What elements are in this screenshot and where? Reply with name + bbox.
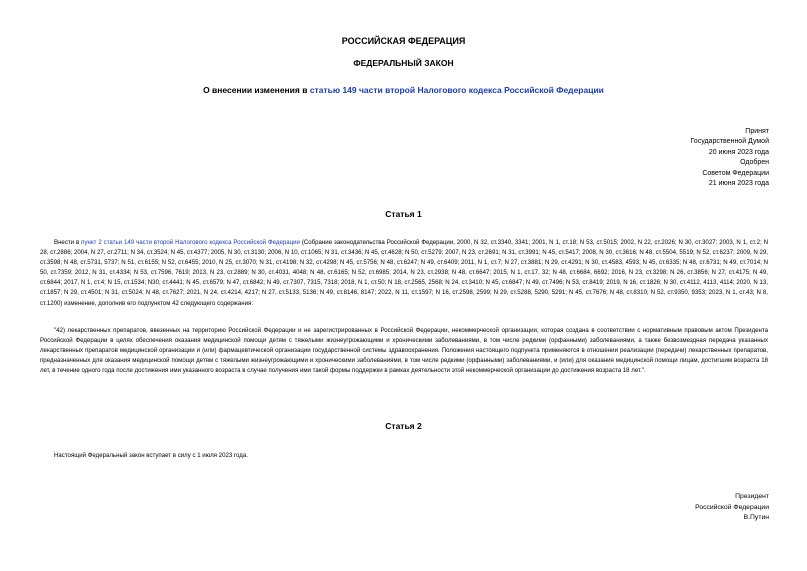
adopted-by: Государственной Думой (690, 138, 769, 146)
approved-label: Одобрен (740, 159, 769, 167)
article-1-intro: Внести в (54, 239, 82, 246)
article-1-heading: Статья 1 (385, 209, 422, 219)
article-2-heading: Статья 2 (385, 421, 422, 431)
signature-title: Президент (735, 493, 769, 500)
acceptance-block (569, 127, 769, 189)
law-title-text: О внесении изменения в (203, 85, 310, 95)
approved-by: Советом Федерации (702, 169, 769, 177)
article-1-quote: "42) лекарственных препаратов, ввезенных на территорию Российской Федерации и не зарегистрированных в Российской Федерации, некоммерческой организации, которая создана в соответствии с нормативным правовым актом Президента Российской Федерации в целях обеспечения оказания медицинской помощи детям с тяжелыми жизнеугрожающими и хроническими заболеваниями, в том числе редкими (орфанными) заболеваниями, а также безвозмездная передача указанных лекарственных препаратов медицинской организации и (или) фармацевтической организации государственной системы здравоохранения. Положения настоящего подпункта применяются в отношении реализации (передачи) лекарственных препаратов, предназначенных для оказания медицинской помощи детям с тяжелыми жизнеугрожающими и хроническими заболеваниями, в том числе редкими (орфанными) заболеваниями, и (или) для оказания медицинской помощи лицам, достигшим возраста 18 лет, в течение одного года после достижения ими указанного возраста в случае получения ими такой формы поддержки в рамках деятельности этой некоммерческой организации до достижения возраста 18 лет.". (40, 327, 768, 375)
law-title-link[interactable]: статью 149 части второй Налогового кодекса Российской Федерации (309, 85, 604, 95)
signature-name: В.Путин (743, 514, 769, 521)
law-type-heading: ФЕДЕРАЛЬНЫЙ ЗАКОН (353, 58, 454, 68)
adopted-date: 20 июня 2023 года (708, 148, 769, 156)
law-title (0, 85, 807, 95)
article-1-paragraph (40, 238, 768, 309)
article-1-link[interactable]: пункт 2 статьи 149 части второй Налогового кодекса Российской Федерации (81, 239, 300, 246)
signature-block (569, 492, 769, 524)
approved-date: 21 июня 2023 года (708, 180, 769, 188)
signature-country: Российской Федерации (695, 503, 769, 511)
adopted-label: Принят (745, 128, 769, 135)
country-heading: РОССИЙСКАЯ ФЕДЕРАЦИЯ (341, 36, 466, 46)
article-1-body: (Собрание законодательства Российской Федерации, 2000, N 32, ст.3340, 3341; 2001, N 1, ст.18; N 53, ст.5015; 2002, N 22, ст.2026; N 30, ст.3027; 2003, N 1, ст.2; N 28, ст.2886; 2004, N 27, ст.2711; N 34, ст.3524; N 45, ст.4377; 2005, N 30, ст.3130; 2006, N 10, ст.1065; N 31, ст.3436; N 45, ст.4628; N 50, ст.5279; 2007, N 23, ст.2691; N 31, ст.3991; N 45, ст.5417; 2008, N 30, ст.3616; N 48, ст.5504, 5519; N 52, ст.6237; 2009, N 29, ст.3598; N 48, ст.5731, 5737; N 51, ст.6155; N 52, ст.6455; 2010, N 25, ст.3070; N 31, ст.4198; N 32, ст.4298; N 45, ст.5756; N 48, ст.6247; N 49, ст.6409; 2011, N 1, ст.7; N 27, ст.3881; N 29, ст.4291; N 30, ст.4583, 4593; N 45, ст.6335; N 48, ст.6731; N 49, ст.7014; N 50, ст.7359; 2012, N 31, ст.4334; N 53, ст.7596, 7619; 2013, N 23, ст.2889; N 30, ст.4031, 4048; N 48, ст.6165; N 52, ст.6985; 2014, N 23, ст.2938; N 48, ст.6647; 2015, N 1, ст.17, 32; N 48, ст.6684, 6692; 2016, N 23, ст.3298; N 26, ст.3856; N 27, ст.4175; N 49, ст.6844; 2017, N 1, ст.4; N 15, ст.1534; N30, ст.4441; N 45, ст.6579; N 47, ст.6842; N 49, ст.7307, 7315, 7318; 2018, N 1, ст.50; N 18, ст.2565, 2568; N 24, ст.3410; N 45, ст.6847; N 49, ст.7496; N 53, ст.8419; 2019, N 16, ст.1826; N 30, ст.4112, 4113, 4114; 2020, N 13, ст.1857; N 29, ст.4501; N 31, ст.5024; N 48, ст.7627; 2021, N 24, ст.4214, 4217; N 27, ст.5133, 5136; N 49, ст.8146, 8147; 2022, N 11, ст.1597; N 16, ст.2598, 2599; N 29, ст.5288, 5290, 5291; N 45, ст.7676; N 48, ст.8310; N 52, ст.9350, 9353; 2023, N 1, ст.43; N 8, ст.1200) изменение, дополнив его подпунктом 42 следующего содержания: (40, 239, 769, 307)
article-2-text: Настоящий Федеральный закон вступает в силу с 1 июля 2023 года. (54, 452, 248, 459)
